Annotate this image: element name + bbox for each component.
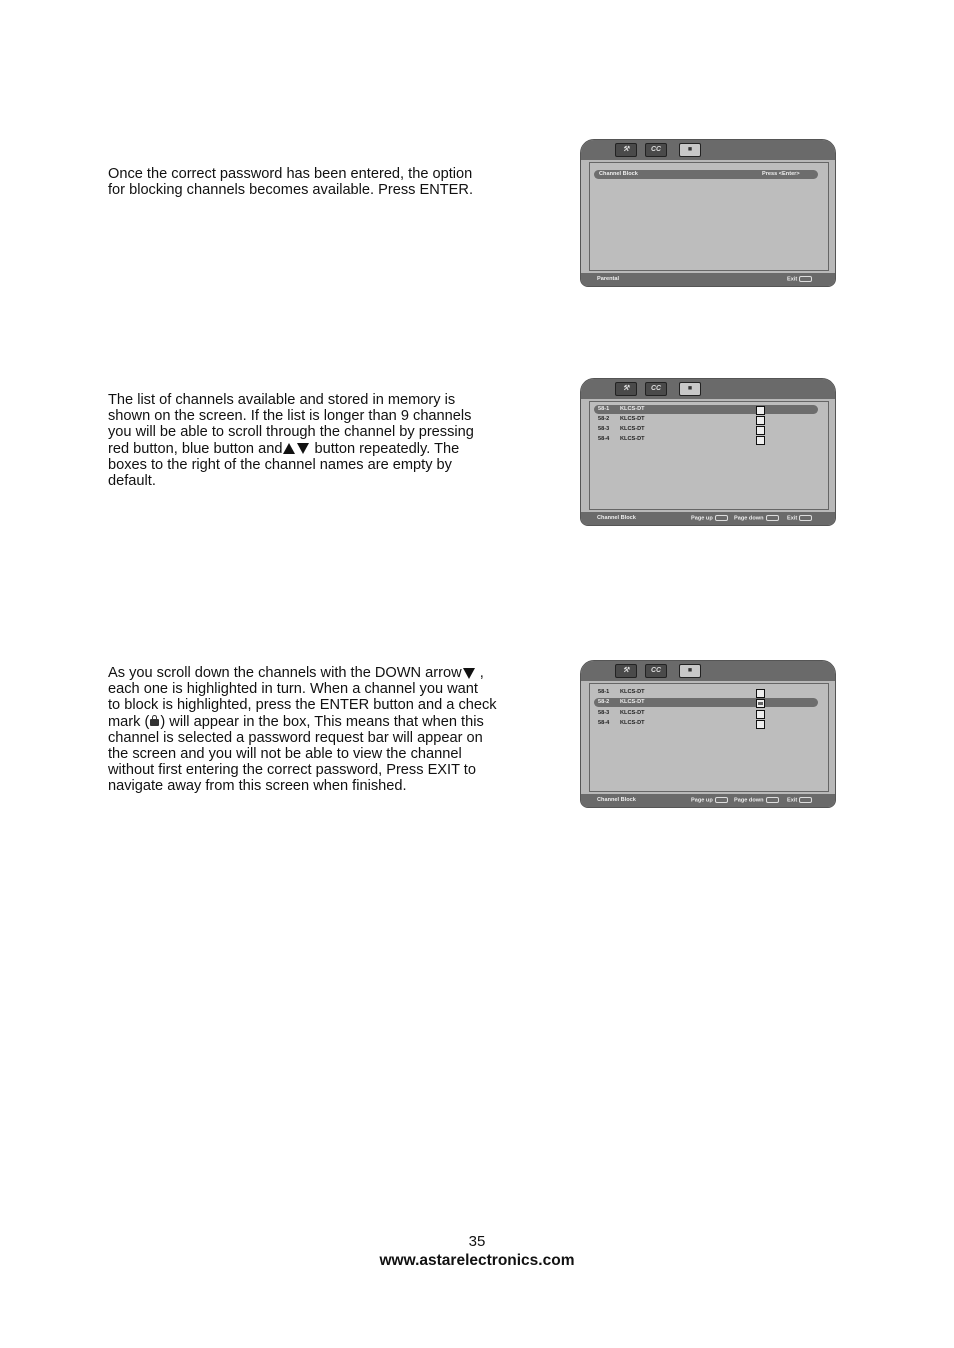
page-up-hint[interactable] (691, 515, 728, 521)
channel-row[interactable] (594, 688, 818, 697)
channel-number: 58-1 (598, 406, 610, 412)
exit-hint[interactable] (787, 276, 812, 282)
wrench-icon[interactable]: ⚒ (615, 143, 637, 157)
page-number: 35 (468, 1233, 486, 1250)
page-down-label: Page down (734, 515, 764, 522)
channel-number: 58-2 (598, 416, 610, 422)
paragraph-channel-list (108, 392, 538, 489)
down-arrow-icon (463, 668, 475, 679)
page-up-label: Page up (691, 515, 713, 522)
channel-name: KLCS-DT (620, 426, 645, 432)
block-checkbox-checked[interactable] (756, 699, 765, 708)
channel-number: 58-3 (598, 426, 610, 432)
page-down-hint[interactable] (734, 797, 779, 803)
channel-name: KLCS-DT (620, 416, 645, 422)
channel-row[interactable] (594, 435, 818, 444)
page-up-hint[interactable] (691, 797, 728, 803)
block-checkbox[interactable] (756, 416, 765, 425)
channel-row[interactable] (594, 425, 818, 434)
menu-item-action: Press <Enter> (762, 171, 800, 177)
exit-label: Exit (787, 276, 798, 283)
tv-screen-channel-block-list (580, 378, 836, 526)
channel-row[interactable] (594, 709, 818, 718)
up-arrow-icon (283, 443, 295, 454)
menu-tab-bar (581, 661, 835, 681)
channel-name: KLCS-DT (620, 710, 645, 716)
menu-tab-bar (581, 379, 835, 399)
red-button-icon (715, 797, 728, 803)
blue-button-icon (766, 797, 779, 803)
exit-label: Exit (787, 515, 798, 522)
channel-name: KLCS-DT (620, 720, 645, 726)
channel-row[interactable] (594, 415, 818, 424)
check-mark-lock-icon (150, 719, 159, 726)
footer-bar (581, 512, 835, 525)
exit-button-icon (799, 276, 812, 282)
exit-button-icon (799, 797, 812, 803)
paragraph-scroll-block-c: ) will appear in the box, This means that when this channel is selected a password request bar will appear on the screen and you will not be able to view the channel without first entering the correct password, Press EXIT to navigate away from this screen when finished. (108, 713, 484, 795)
footer-title: Channel Block (597, 515, 636, 521)
channel-list-area (589, 683, 829, 792)
footer-title: Parental (597, 276, 620, 282)
down-arrow-icon (297, 443, 309, 454)
red-button-icon (715, 515, 728, 521)
footer-bar (581, 273, 835, 286)
menu-item-label: Channel Block (599, 171, 638, 177)
footer-title: Channel Block (597, 797, 636, 803)
channel-row[interactable] (594, 405, 818, 414)
page-down-hint[interactable] (734, 515, 779, 521)
lock-icon[interactable]: ■ (679, 143, 701, 157)
channel-number: 58-2 (598, 699, 610, 705)
menu-content-area (589, 162, 829, 271)
channel-number: 58-3 (598, 710, 610, 716)
block-checkbox[interactable] (756, 689, 765, 698)
exit-hint[interactable] (787, 797, 812, 803)
lock-icon[interactable]: ■ (679, 382, 701, 396)
tv-screen-channel-blocked (580, 660, 836, 808)
page-up-label: Page up (691, 797, 713, 804)
paragraph-password-entered: Once the correct password has been entered, the option for blocking channels becomes available. Press ENTER. (108, 166, 474, 199)
channel-row[interactable] (594, 698, 818, 707)
block-checkbox[interactable] (756, 406, 765, 415)
wrench-icon[interactable]: ⚒ (615, 382, 637, 396)
block-checkbox[interactable] (756, 710, 765, 719)
channel-number: 58-4 (598, 720, 610, 726)
menu-item-channel-block[interactable] (594, 170, 818, 179)
exit-hint[interactable] (787, 515, 812, 521)
channel-name: KLCS-DT (620, 699, 645, 705)
exit-button-icon (799, 515, 812, 521)
channel-number: 58-1 (598, 689, 610, 695)
website-url[interactable]: www.astarelectronics.com (379, 1252, 575, 1269)
tab-closed-caption[interactable]: CC (645, 382, 667, 396)
channel-list-area (589, 401, 829, 510)
paragraph-channel-list-text: The list of channels available and stored in memory is shown on the screen. If the list is longer than 9 channels you will be able to scroll through the channel by pressing red button, blue button and (108, 392, 474, 457)
channel-name: KLCS-DT (620, 436, 645, 442)
lock-icon[interactable]: ■ (679, 664, 701, 678)
tv-screen-parental-menu (580, 139, 836, 287)
tab-closed-caption[interactable]: CC (645, 143, 667, 157)
wrench-icon[interactable]: ⚒ (615, 664, 637, 678)
block-checkbox[interactable] (756, 436, 765, 445)
blue-button-icon (766, 515, 779, 521)
footer-bar (581, 794, 835, 807)
paragraph-channel-list-tail: button repeatedly. The boxes to the right of the channel names are empty by default. (108, 440, 460, 490)
paragraph-scroll-block-a: As you scroll down the channels with the DOWN arrow (108, 665, 462, 681)
channel-name: KLCS-DT (620, 689, 645, 695)
channel-name: KLCS-DT (620, 406, 645, 412)
paragraph-scroll-block-b: , each one is highlighted in turn. When a channel you want to block is highlighted, press the ENTER button and a check mark ( (108, 665, 497, 730)
block-checkbox[interactable] (756, 426, 765, 435)
tab-closed-caption[interactable]: CC (645, 664, 667, 678)
exit-label: Exit (787, 797, 798, 804)
menu-tab-bar (581, 140, 835, 160)
paragraph-scroll-block (108, 665, 538, 795)
page-down-label: Page down (734, 797, 764, 804)
channel-number: 58-4 (598, 436, 610, 442)
channel-row[interactable] (594, 719, 818, 728)
block-checkbox[interactable] (756, 720, 765, 729)
